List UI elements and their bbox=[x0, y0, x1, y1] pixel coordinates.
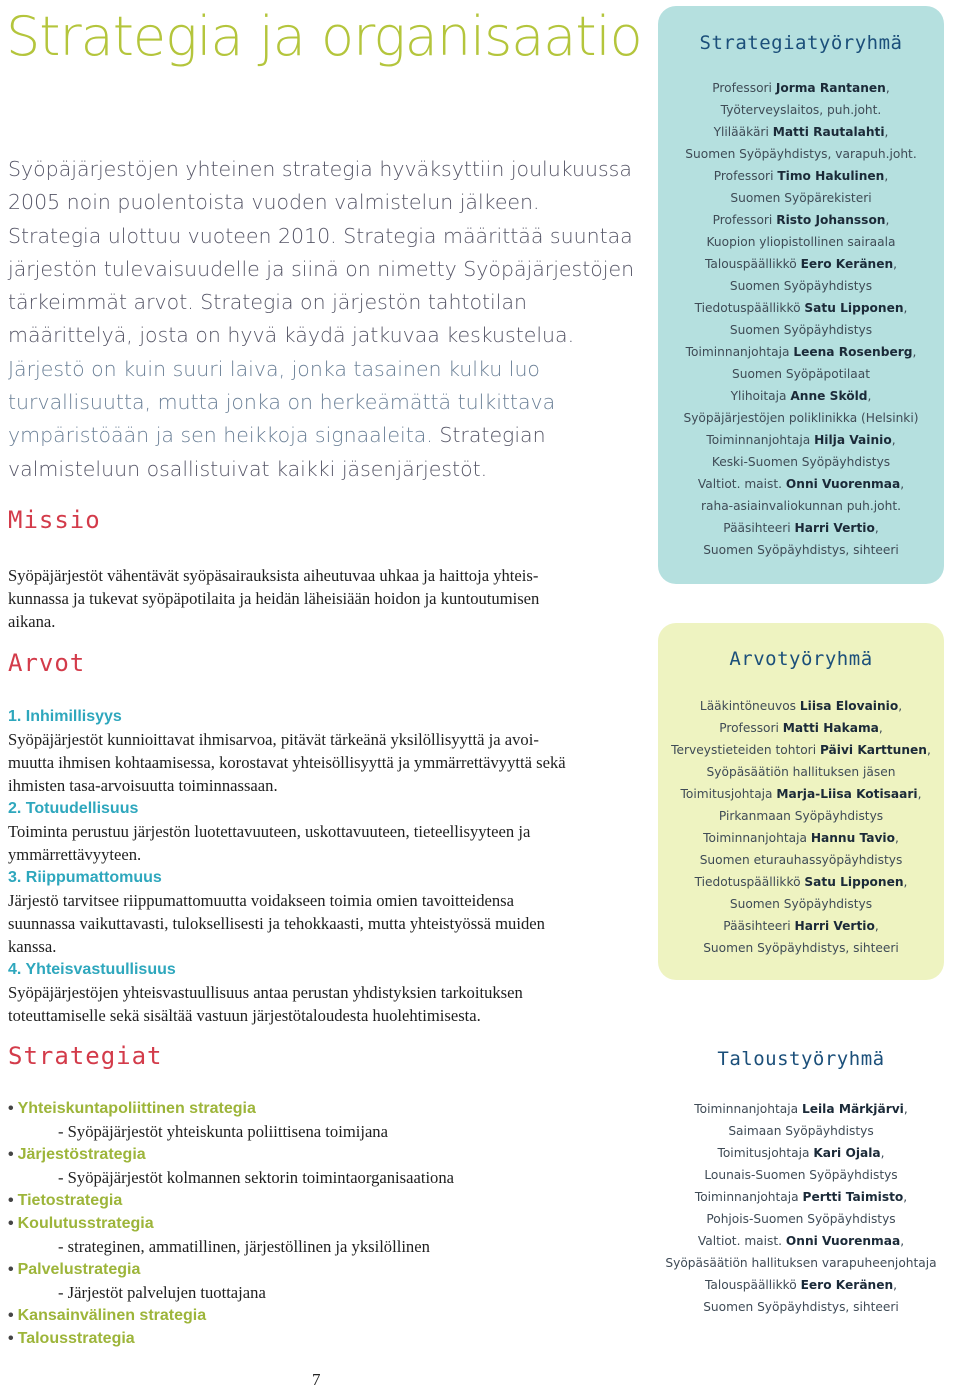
member-line: Lääkintöneuvos Liisa Elovainio, bbox=[699, 699, 903, 713]
value-title: 4. Yhteisvastuullisuus bbox=[8, 961, 176, 978]
strategies-heading: Strategiat bbox=[8, 1042, 163, 1070]
member-line: Valtiot. maist. Onni Vuorenmaa, bbox=[697, 1234, 905, 1248]
member-name: Matti Rautalahti bbox=[772, 125, 885, 139]
bullet-icon: • bbox=[8, 1146, 14, 1163]
mission-line: Syöpäjärjestöt vähentävät syöpäsairauksista aiheutuvaa uhkaa ja haittoja yhteis- bbox=[8, 566, 539, 585]
page-title: Strategia ja organisaatio bbox=[6, 5, 642, 68]
value-title: 2. Totuudellisuus bbox=[8, 800, 139, 817]
value-line: Syöpäjärjestöjen yhteisvastuullisuus antaa perustan yhdistyksien tarkoituksen bbox=[8, 983, 523, 1002]
member-role: Toimitusjohtaja bbox=[680, 787, 773, 801]
member-line: Professori Jorma Rantanen, bbox=[712, 81, 890, 95]
value-title: 3. Riippumattomuus bbox=[8, 869, 162, 886]
member-line: Ylilääkäri Matti Rautalahti, bbox=[713, 125, 889, 139]
member-org: Suomen Syöpäyhdistys, sihteeri bbox=[703, 941, 899, 955]
mission-line: aikana. bbox=[8, 612, 56, 631]
value-line: toteuttamiselle sekä sisältää vastuun järjestötaloudesta huolehtimisesta. bbox=[8, 1006, 481, 1025]
member-org: Suomen Syöpäpotilaat bbox=[732, 367, 870, 381]
member-role: Talouspäällikkö bbox=[704, 1278, 797, 1292]
value-line: suunnassa vaikuttavasti, tuloksellisesti ja tehokkaasti, mutta yhteistyössä muiden bbox=[8, 914, 545, 933]
member-role: Professori bbox=[719, 721, 779, 735]
member-line: Toiminnanjohtaja Hannu Tavio, bbox=[703, 831, 899, 845]
member-org: Suomen eturauhassyöpäyhdistys bbox=[699, 853, 903, 867]
member-line: Tiedotuspäällikkö Satu Lipponen, bbox=[694, 301, 908, 315]
bullet-icon: • bbox=[8, 1307, 14, 1324]
member-org: Suomen Syöpäyhdistys, sihteeri bbox=[703, 543, 899, 557]
member-role: Toiminnanjohtaja bbox=[685, 345, 790, 359]
bullet-icon: • bbox=[8, 1261, 14, 1278]
member-name: Pertti Taimisto bbox=[802, 1190, 904, 1204]
member-role: Ylihoitaja bbox=[730, 389, 787, 403]
member-org: Suomen Syöpäyhdistys, sihteeri bbox=[703, 1300, 899, 1314]
member-line: Terveystieteiden tohtori Päivi Karttunen, bbox=[671, 743, 931, 757]
strategy-title: Kansainvälinen strategia bbox=[17, 1307, 207, 1324]
group-members bbox=[658, 1098, 944, 1318]
values-list bbox=[8, 705, 633, 1027]
value-line: Järjestö tarvitsee riippumattomuutta voidakseen toimia omien tavoitteidensa bbox=[8, 891, 514, 910]
strategy-item bbox=[8, 1212, 633, 1235]
member-line: Toiminnanjohtaja Leena Rosenberg, bbox=[685, 345, 917, 359]
member-org: Lounais-Suomen Syöpäyhdistys bbox=[704, 1168, 898, 1182]
member-name: Kari Ojala bbox=[813, 1146, 881, 1160]
member-org: Syöpäsäätiön hallituksen varapuheenjohtaja bbox=[665, 1256, 937, 1270]
group-title: Arvotyöryhmä bbox=[729, 648, 873, 670]
member-name: Marja-Liisa Kotisaari bbox=[776, 787, 918, 801]
strategy-item bbox=[8, 1143, 633, 1166]
intro-paragraph bbox=[8, 153, 638, 486]
member-role: Pääsihteeri bbox=[723, 521, 791, 535]
member-name: Harri Vertio bbox=[794, 521, 875, 535]
bullet-icon: • bbox=[8, 1330, 14, 1347]
member-name: Onni Vuorenmaa bbox=[785, 477, 901, 491]
member-role: Terveystieteiden tohtori bbox=[671, 743, 817, 757]
member-line: Pääsihteeri Harri Vertio, bbox=[723, 521, 879, 535]
member-org: Suomen Syöpärekisteri bbox=[730, 191, 872, 205]
member-name: Jorma Rantanen bbox=[775, 81, 886, 95]
member-line: Valtiot. maist. Onni Vuorenmaa, bbox=[697, 477, 905, 491]
member-name: Matti Hakama bbox=[782, 721, 879, 735]
bullet-icon: • bbox=[8, 1215, 14, 1232]
member-org: Pohjois-Suomen Syöpäyhdistys bbox=[706, 1212, 896, 1226]
member-line: Talouspäällikkö Eero Keränen, bbox=[704, 1278, 898, 1292]
strategies-list bbox=[8, 1097, 633, 1350]
member-role: Pääsihteeri bbox=[723, 919, 791, 933]
mission-text bbox=[8, 564, 613, 633]
member-line: Toiminnanjohtaja Leila Märkjärvi, bbox=[694, 1102, 908, 1116]
strategy-title: Koulutusstrategia bbox=[17, 1215, 154, 1232]
page-number: 7 bbox=[312, 1370, 321, 1389]
group-title: Strategiatyöryhmä bbox=[699, 32, 903, 54]
value-line: ihmisten tasa-arvoisuutta toiminnassaan. bbox=[8, 776, 278, 795]
group-members bbox=[658, 77, 944, 561]
group-card-talous bbox=[658, 1030, 944, 1340]
member-line: Professori Timo Hakulinen, bbox=[713, 169, 889, 183]
value-line: muutta ihmisen kohtaamisessa, korostavat yhteisöllisyyttä ja ymmärrettävyyttä sekä bbox=[8, 753, 566, 772]
value-title: 1. Inhimillisyys bbox=[8, 708, 122, 725]
member-org: Kuopion yliopistollinen sairaala bbox=[706, 235, 896, 249]
member-name: Leena Rosenberg bbox=[793, 345, 913, 359]
strategy-item bbox=[8, 1304, 633, 1327]
member-name: Eero Keränen bbox=[800, 257, 894, 271]
value-line: Syöpäjärjestöt kunnioittavat ihmisarvoa, pitävät tärkeänä yksilöllisyyttä ja avoi- bbox=[8, 730, 539, 749]
bullet-icon: • bbox=[8, 1100, 14, 1117]
member-name: Leila Märkjärvi bbox=[801, 1102, 904, 1116]
strategy-title: Järjestöstrategia bbox=[17, 1146, 146, 1163]
member-org: Pirkanmaan Syöpäyhdistys bbox=[718, 809, 884, 823]
member-name: Risto Johansson bbox=[776, 213, 886, 227]
member-name: Harri Vertio bbox=[794, 919, 875, 933]
strategy-title: Yhteiskuntapoliittinen strategia bbox=[17, 1100, 256, 1117]
member-line: Talouspäällikkö Eero Keränen, bbox=[704, 257, 898, 271]
value-line: ymmärrettävyyteen. bbox=[8, 845, 142, 864]
member-name: Timo Hakulinen bbox=[777, 169, 885, 183]
bullet-icon: • bbox=[8, 1192, 14, 1209]
member-org: Syöpäsäätiön hallituksen jäsen bbox=[706, 765, 896, 779]
member-org: raha-asiainvaliokunnan puh.joht. bbox=[701, 499, 901, 513]
strategy-item bbox=[8, 1189, 633, 1212]
member-org: Suomen Syöpäyhdistys, varapuh.joht. bbox=[685, 147, 917, 161]
member-role: Toiminnanjohtaja bbox=[694, 1190, 799, 1204]
member-name: Hilja Vainio bbox=[814, 433, 892, 447]
member-org: Työterveyslaitos, puh.joht. bbox=[720, 103, 882, 117]
member-line: Toimitusjohtaja Kari Ojala, bbox=[717, 1146, 885, 1160]
member-name: Eero Keränen bbox=[800, 1278, 894, 1292]
member-role: Lääkintöneuvos bbox=[699, 699, 797, 713]
value-line: kanssa. bbox=[8, 937, 57, 956]
member-role: Toimitusjohtaja bbox=[717, 1146, 810, 1160]
member-org: Suomen Syöpäyhdistys bbox=[729, 897, 873, 911]
intro-text-1: Syöpäjärjestöjen yhteinen strategia hyväksyttiin joulukuussa 2005 noin puolentoista vuoden valmistelun jälkeen. Strategia ulottuu vuoteen 2010. Strategia määrittää suuntaa järjestön tulevaisuudelle ja siinä on nimetty Syöpäjärjestöjen tärkeimmät arvot. Strategia on järjestön tahtotilan määrittelyä, josta on hyvä käydä jatkuvaa keskustelua. bbox=[8, 157, 635, 348]
member-name: Hannu Tavio bbox=[810, 831, 895, 845]
value-line: Toiminta perustuu järjestön luotettavuuteen, uskottavuuteen, tieteellisyyteen ja bbox=[8, 822, 531, 841]
member-name: Päivi Karttunen bbox=[819, 743, 927, 757]
member-role: Professori bbox=[712, 81, 772, 95]
member-line: Toimitusjohtaja Marja-Liisa Kotisaari, bbox=[680, 787, 922, 801]
member-role: Talouspäällikkö bbox=[704, 257, 797, 271]
group-card-strategia bbox=[658, 6, 944, 584]
member-line: Pääsihteeri Harri Vertio, bbox=[723, 919, 879, 933]
intro-text-3: Strategian valmisteluun osallistuivat kaikki jäsenjärjestöt. bbox=[8, 423, 546, 481]
group-title: Taloustyöryhmä bbox=[717, 1048, 885, 1070]
member-role: Ylilääkäri bbox=[713, 125, 769, 139]
member-org: Suomen Syöpäyhdistys bbox=[729, 323, 873, 337]
member-role: Professori bbox=[713, 169, 774, 183]
strategy-item bbox=[8, 1097, 633, 1120]
strategy-description: - Syöpäjärjestöt kolmannen sektorin toimintaorganisaationa bbox=[58, 1168, 455, 1187]
member-role: Toiminnanjohtaja bbox=[703, 831, 807, 845]
member-role: Professori bbox=[712, 213, 773, 227]
values-heading: Arvot bbox=[8, 649, 86, 677]
member-org: Syöpäjärjestöjen poliklinikka (Helsinki) bbox=[683, 411, 919, 425]
member-name: Anne Sköld bbox=[790, 389, 868, 403]
member-role: Valtiot. maist. bbox=[697, 477, 783, 491]
group-members bbox=[658, 695, 944, 959]
member-role: Tiedotuspäällikkö bbox=[694, 875, 801, 889]
member-role: Toiminnanjohtaja bbox=[706, 433, 811, 447]
member-line: Professori Matti Hakama, bbox=[719, 721, 883, 735]
member-line: Ylihoitaja Anne Sköld, bbox=[730, 389, 872, 403]
member-org: Saimaan Syöpäyhdistys bbox=[728, 1124, 874, 1138]
member-name: Liisa Elovainio bbox=[799, 699, 899, 713]
member-line: Professori Risto Johansson, bbox=[712, 213, 890, 227]
member-role: Tiedotuspäällikkö bbox=[694, 301, 801, 315]
member-org: Keski-Suomen Syöpäyhdistys bbox=[711, 455, 891, 469]
member-line: Toiminnanjohtaja Hilja Vainio, bbox=[706, 433, 896, 447]
strategy-description: - strateginen, ammatillinen, järjestöllinen ja yksilöllinen bbox=[58, 1237, 430, 1256]
member-line: Toiminnanjohtaja Pertti Taimisto, bbox=[694, 1190, 908, 1204]
member-name: Onni Vuorenmaa bbox=[785, 1234, 901, 1248]
member-line: Tiedotuspäällikkö Satu Lipponen, bbox=[694, 875, 908, 889]
intro-text-2: Järjestö on kuin suuri laiva, jonka tasainen kulku luo turvallisuutta, mutta jonka on herkeämättä tulkittava ympäristöään ja sen heikkoja signaaleita. bbox=[8, 356, 556, 448]
strategy-description: - Syöpäjärjestöt yhteiskunta poliittisena toimijana bbox=[58, 1122, 388, 1141]
strategy-title: Palvelustrategia bbox=[17, 1261, 141, 1278]
mission-heading: Missio bbox=[8, 506, 101, 534]
member-name: Satu Lipponen bbox=[804, 875, 904, 889]
member-org: Suomen Syöpäyhdistys bbox=[729, 279, 873, 293]
member-role: Toiminnanjohtaja bbox=[694, 1102, 799, 1116]
strategy-item bbox=[8, 1327, 633, 1350]
member-role: Valtiot. maist. bbox=[697, 1234, 783, 1248]
strategy-item bbox=[8, 1258, 633, 1281]
member-name: Satu Lipponen bbox=[804, 301, 904, 315]
strategy-title: Talousstrategia bbox=[17, 1330, 135, 1347]
mission-line: kunnassa ja tukevat syöpäpotilaita ja heidän läheisiään hoidon ja kuntoutumisen bbox=[8, 589, 540, 608]
group-card-arvo bbox=[658, 623, 944, 980]
strategy-title: Tietostrategia bbox=[17, 1192, 123, 1209]
strategy-description: - Järjestöt palvelujen tuottajana bbox=[58, 1283, 266, 1302]
